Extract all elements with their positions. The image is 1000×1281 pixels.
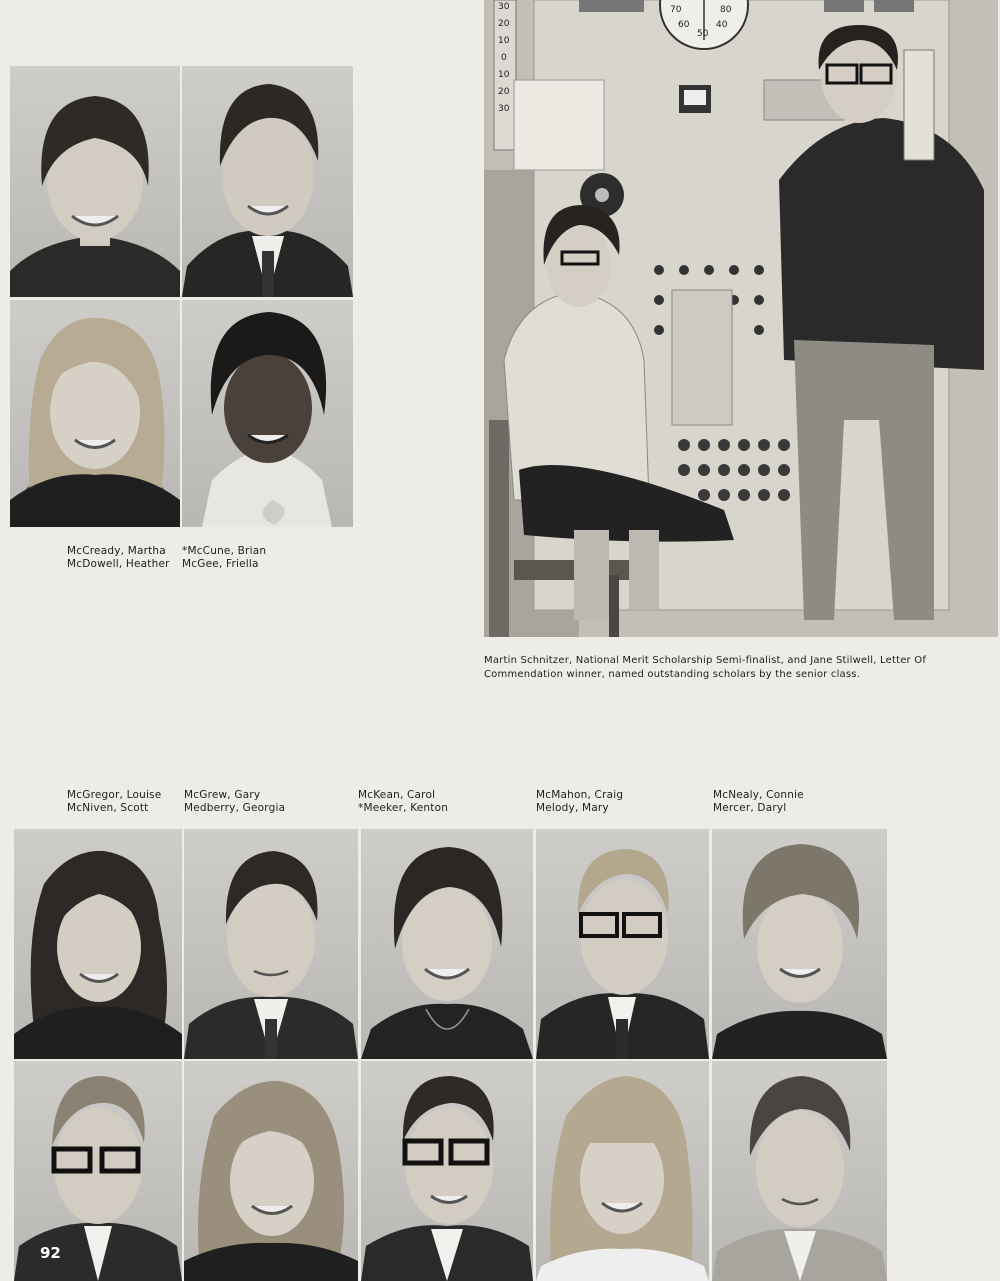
feature-photo xyxy=(484,0,998,637)
caption-bottom-1: McGregor, Louise McNiven, Scott xyxy=(67,789,162,814)
dial-label-70: 70 xyxy=(670,5,682,15)
portrait-mckean-carol xyxy=(361,829,533,1059)
portrait-meeker-kenton xyxy=(361,1061,533,1281)
scale-label-30-top: 30 xyxy=(498,2,510,12)
caption-bottom-2: McGrew, Gary Medberry, Georgia xyxy=(184,789,286,814)
portrait-mcnealy-connie xyxy=(712,829,887,1059)
page-number: 92 xyxy=(40,1244,61,1262)
dial-label-50: 50 xyxy=(697,29,709,39)
scale-label-10-top: 10 xyxy=(498,36,510,46)
portrait-mcgrew-gary xyxy=(184,829,358,1059)
portrait-mccready-martha xyxy=(10,66,180,297)
scale-label-20-top: 20 xyxy=(498,19,510,29)
caption-bottom-3: McKean, Carol *Meeker, Kenton xyxy=(358,789,449,814)
portrait-medberry-georgia xyxy=(184,1061,358,1281)
caption-top-left: McCready, Martha McDowell, Heather xyxy=(67,545,170,570)
dial-label-60: 60 xyxy=(678,20,690,30)
scale-label-0: 0 xyxy=(501,53,507,63)
portrait-mccune-brian xyxy=(182,66,353,297)
portrait-mcgee-friella xyxy=(182,300,353,527)
portrait-mcdowell-heather xyxy=(10,300,180,527)
portrait-mcgregor-louise xyxy=(14,829,182,1059)
portrait-melody-mary xyxy=(536,1061,709,1281)
dial-label-40: 40 xyxy=(716,20,728,30)
dial-label-80: 80 xyxy=(720,5,732,15)
caption-bottom-4: McMahon, Craig Melody, Mary xyxy=(536,789,624,814)
caption-bottom-5: McNealy, Connie Mercer, Daryl xyxy=(713,789,804,814)
scale-label-20-bottom: 20 xyxy=(498,87,510,97)
scale-label-10-bottom: 10 xyxy=(498,70,510,80)
portrait-mcmahon-craig xyxy=(536,829,709,1059)
portrait-mercer-daryl xyxy=(712,1061,887,1281)
feature-photo-caption: Martin Schnitzer, National Merit Scholarship Semi-finalist, and Jane Stilwell, Letter Of Commendation winner, named outstanding scholars by the senior class. xyxy=(484,655,927,680)
scale-label-30-bottom: 30 xyxy=(498,104,510,114)
caption-top-right: *McCune, Brian McGee, Friella xyxy=(182,545,267,570)
